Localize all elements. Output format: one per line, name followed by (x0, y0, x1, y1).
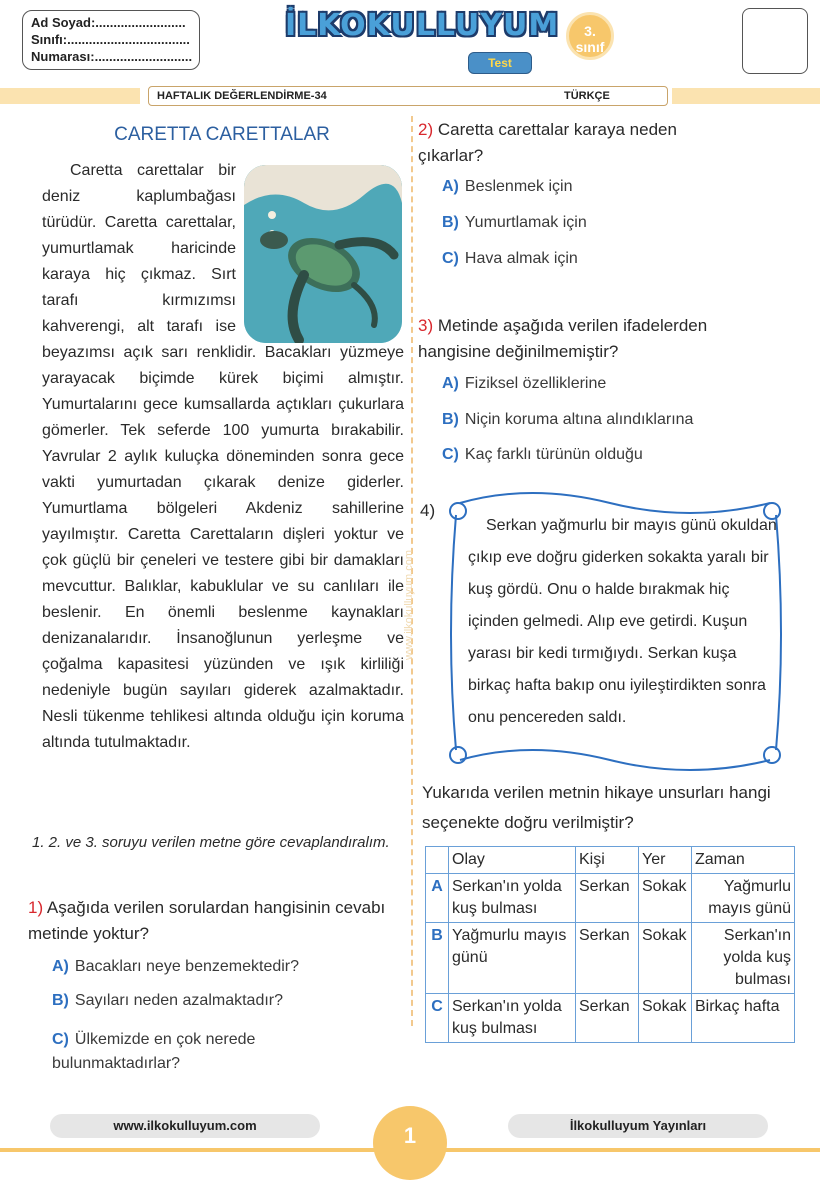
number-line: Numarası:........................... (31, 49, 193, 64)
class-line: Sınıfı:.................................. (31, 32, 190, 47)
header-strip-right (672, 88, 820, 104)
watermark: www.ilkokulluyum.com (403, 549, 415, 660)
header-strip-left (0, 88, 140, 104)
table-cell: Yağmurlu mayıs günü (692, 874, 795, 923)
question-1 (28, 895, 398, 947)
table-cell: Serkan'ın yolda kuş bulması (692, 923, 795, 994)
footer-publisher: İlkokulluyum Yayınları (508, 1114, 768, 1138)
student-info-box (22, 10, 200, 70)
instruction-note: 1. 2. ve 3. soruyu verilen metne göre cevaplandıralım. (32, 834, 390, 851)
name-line: Ad Soyad:......................... (31, 15, 186, 30)
q3-option-c[interactable]: C) Kaç farklı türünün olduğu (442, 446, 643, 463)
table-header-cell (426, 847, 449, 874)
table-header-cell: Zaman (692, 847, 795, 874)
question-3-number: 3) (418, 316, 434, 335)
q1-option-c[interactable]: C) Ülkemizde en çok nerede bulunmaktadırlar? (52, 1031, 256, 1072)
grade-number: 3. (584, 23, 596, 39)
score-box (742, 8, 808, 74)
q2-option-c[interactable]: C) Hava almak için (442, 250, 578, 267)
table-cell: Serkan (576, 923, 639, 994)
table-cell: Serkan (576, 994, 639, 1043)
question-3-text: Metinde aşağıda verilen ifadelerden hangisine değinilmemiştir? (418, 316, 708, 361)
table-cell: Serkan'ın yolda kuş bulması (449, 874, 576, 923)
table-row[interactable] (426, 874, 795, 923)
table-row[interactable] (426, 994, 795, 1043)
question-4-number: 4) (420, 501, 436, 520)
table-header-cell: Kişi (576, 847, 639, 874)
table-cell: Yağmurlu mayıs günü (449, 923, 576, 994)
question-1-number: 1) (28, 898, 44, 917)
title-bar (148, 86, 668, 106)
table-cell: Birkaç hafta (692, 994, 795, 1043)
grade-word: sınıf (575, 39, 605, 55)
question-2-text: Caretta carettalar karaya neden çıkarlar? (418, 120, 677, 165)
question-2 (418, 117, 718, 169)
question-3 (418, 313, 778, 365)
row-key: A (426, 874, 449, 923)
grade-badge (566, 12, 614, 60)
page-number: 1 (373, 1106, 447, 1180)
story-paragraph: Caretta carettalar bir deniz kaplumbağası türüdür. Caretta carettalar, yumurtlamak haricinde karaya hiç çıkmaz. Sırt tarafı kırmızımsı kahverengi, alt tarafı ise beyazımsı açık sarı renklidir. Bacakları yüzmeye yarayacak biçimde kürek biçimi almıştır. Yumurtalarını gece kumsallarda açtıkları çukurlara gömerler. Tek seferde 100 yumurta bırakabilir. Yavrular 2 aylık kuluçka döneminden sonra gece vakti yumurtadan çıkarak denize giderler. Yumurtlama bölgeleri Akdeniz sahillerine yayılmıştır. Caretta Carettaların dişleri yoktur ve çok güçlü bir çeneleri ve testere gibi bir damakları mevcuttur. Balıklar, kabuklular ve su canlıları ile beslenir. En önemli beslenme kaynakları denizanalarıdır. İnsanoğlunun yerleşme ve çoğalma kapasitesi yüzünden ve ışık kirliliği nedeniyle bugün sayıları giderek azalmaktadır. Nesli tükenme tehlikesi altında olduğu için koruma altında tutulmaktadır. (42, 162, 404, 751)
question-1-text: Aşağıda verilen sorulardan hangisinin cevabı metinde yoktur? (28, 898, 386, 943)
q3-option-b[interactable]: B) Niçin koruma altına alındıklarına (442, 411, 694, 428)
story-title: CARETTA CARETTALAR (114, 124, 330, 145)
story-text (42, 158, 404, 756)
table-cell: Sokak (639, 994, 692, 1043)
table-header-cell: Olay (449, 847, 576, 874)
table-cell: Serkan'ın yolda kuş bulması (449, 994, 576, 1043)
q2-option-b[interactable]: B) Yumurtlamak için (442, 214, 587, 231)
question-2-number: 2) (418, 120, 434, 139)
table-cell: Serkan (576, 874, 639, 923)
row-key: C (426, 994, 449, 1043)
q3-option-a[interactable]: A) Fiziksel özelliklerine (442, 375, 607, 392)
q1-option-a[interactable]: A) Bacakları neye benzemektedir? (52, 958, 300, 975)
question-4-text: Yukarıda verilen metnin hikaye unsurları hangi seçenekte doğru verilmiştir? (422, 783, 771, 832)
brand-logo: İLKOKULLUYUM (285, 8, 560, 43)
table-cell: Sokak (639, 874, 692, 923)
test-badge: Test (468, 52, 532, 74)
row-key: B (426, 923, 449, 994)
q2-option-a[interactable]: A) Beslenmek için (442, 178, 573, 195)
story-elements-table (425, 846, 795, 1043)
subject-title: TÜRKÇE (564, 90, 610, 102)
table-header-cell: Yer (639, 847, 692, 874)
table-header-row (426, 847, 795, 874)
assessment-title: HAFTALIK DEĞERLENDİRME-34 (157, 90, 327, 102)
table-row[interactable] (426, 923, 795, 994)
table-cell: Sokak (639, 923, 692, 994)
story-passage: Serkan yağmurlu bir mayıs günü okuldan çıkıp eve doğru giderken sokakta yaralı bir kuş gördü. Onu o halde bırakmak hiç içinden gelmedi. Alıp eve getirdi. Kuşun yarası bir kedi tırmığıydı. Serkan kuşa birkaç hafta bakıp onu iyileştirdikten sonra onu pencereden saldı. (468, 517, 777, 726)
q1-option-b[interactable]: B) Sayıları neden azalmaktadır? (52, 992, 284, 1009)
footer-website: www.ilkokulluyum.com (50, 1114, 320, 1138)
